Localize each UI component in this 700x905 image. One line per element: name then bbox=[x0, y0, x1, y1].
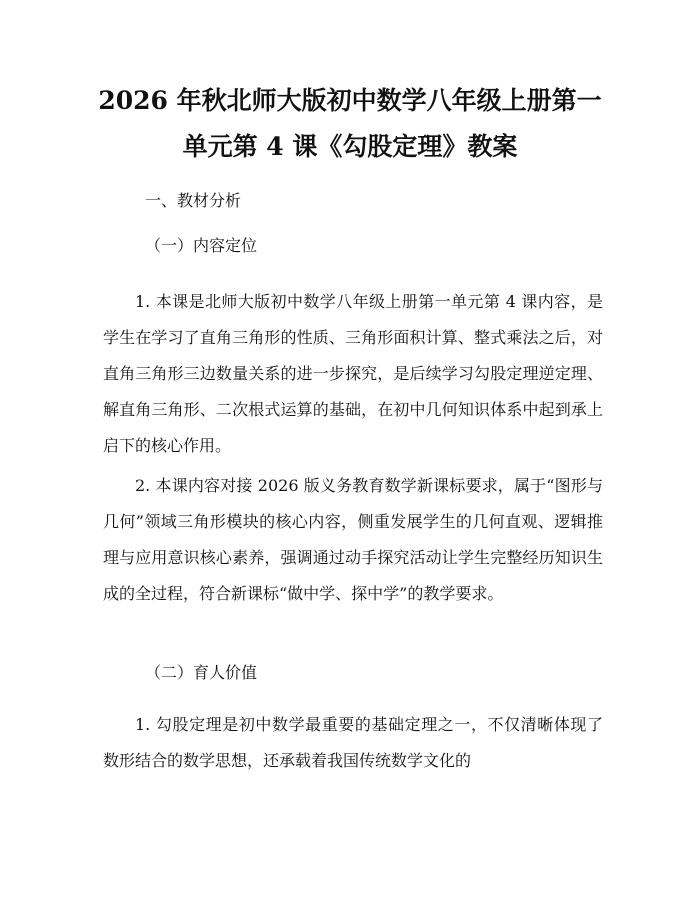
section-heading-material-analysis: 一、教材分析 bbox=[145, 191, 242, 210]
subsection-heading-educational-value: （二）育人价值 bbox=[145, 663, 258, 682]
paragraph-content-positioning-1: 1. 本课是北师大版初中数学八年级上册第一单元第 4 课内容，是学生在学习了直角三角形的性质、三角形面积计算、整式乘法之后，对直角三角形三边数量关系的进一步探究，是后续学习勾股定理逆定理、解直角三角形、二次根式运算的基础，在初中几何知识体系中起到承上启下的核心作用。 bbox=[103, 292, 603, 455]
paragraph-content-positioning-2: 2. 本课内容对接 2026 版义务教育数学新课标要求，属于“图形与几何”领域三角形模块的核心内容，侧重发展学生的几何直观、逻辑推理与应用意识核心素养，强调通过动手探究活动让学生完整经历知识生成的全过程，符合新课标“做中学、探中学”的教学要求。 bbox=[103, 476, 603, 603]
document-title-line-2: 单元第 4 课《勾股定理》教案 bbox=[182, 132, 518, 161]
subsection-heading-content-positioning: （一）内容定位 bbox=[145, 236, 258, 255]
document-title-line-1: 2026 年秋北师大版初中数学八年级上册第一 bbox=[98, 86, 602, 115]
paragraph-educational-value-1: 1. 勾股定理是初中数学最重要的基础定理之一，不仅清晰体现了数形结合的数学思想，还承载着我国传统数学文化的 bbox=[103, 715, 603, 770]
